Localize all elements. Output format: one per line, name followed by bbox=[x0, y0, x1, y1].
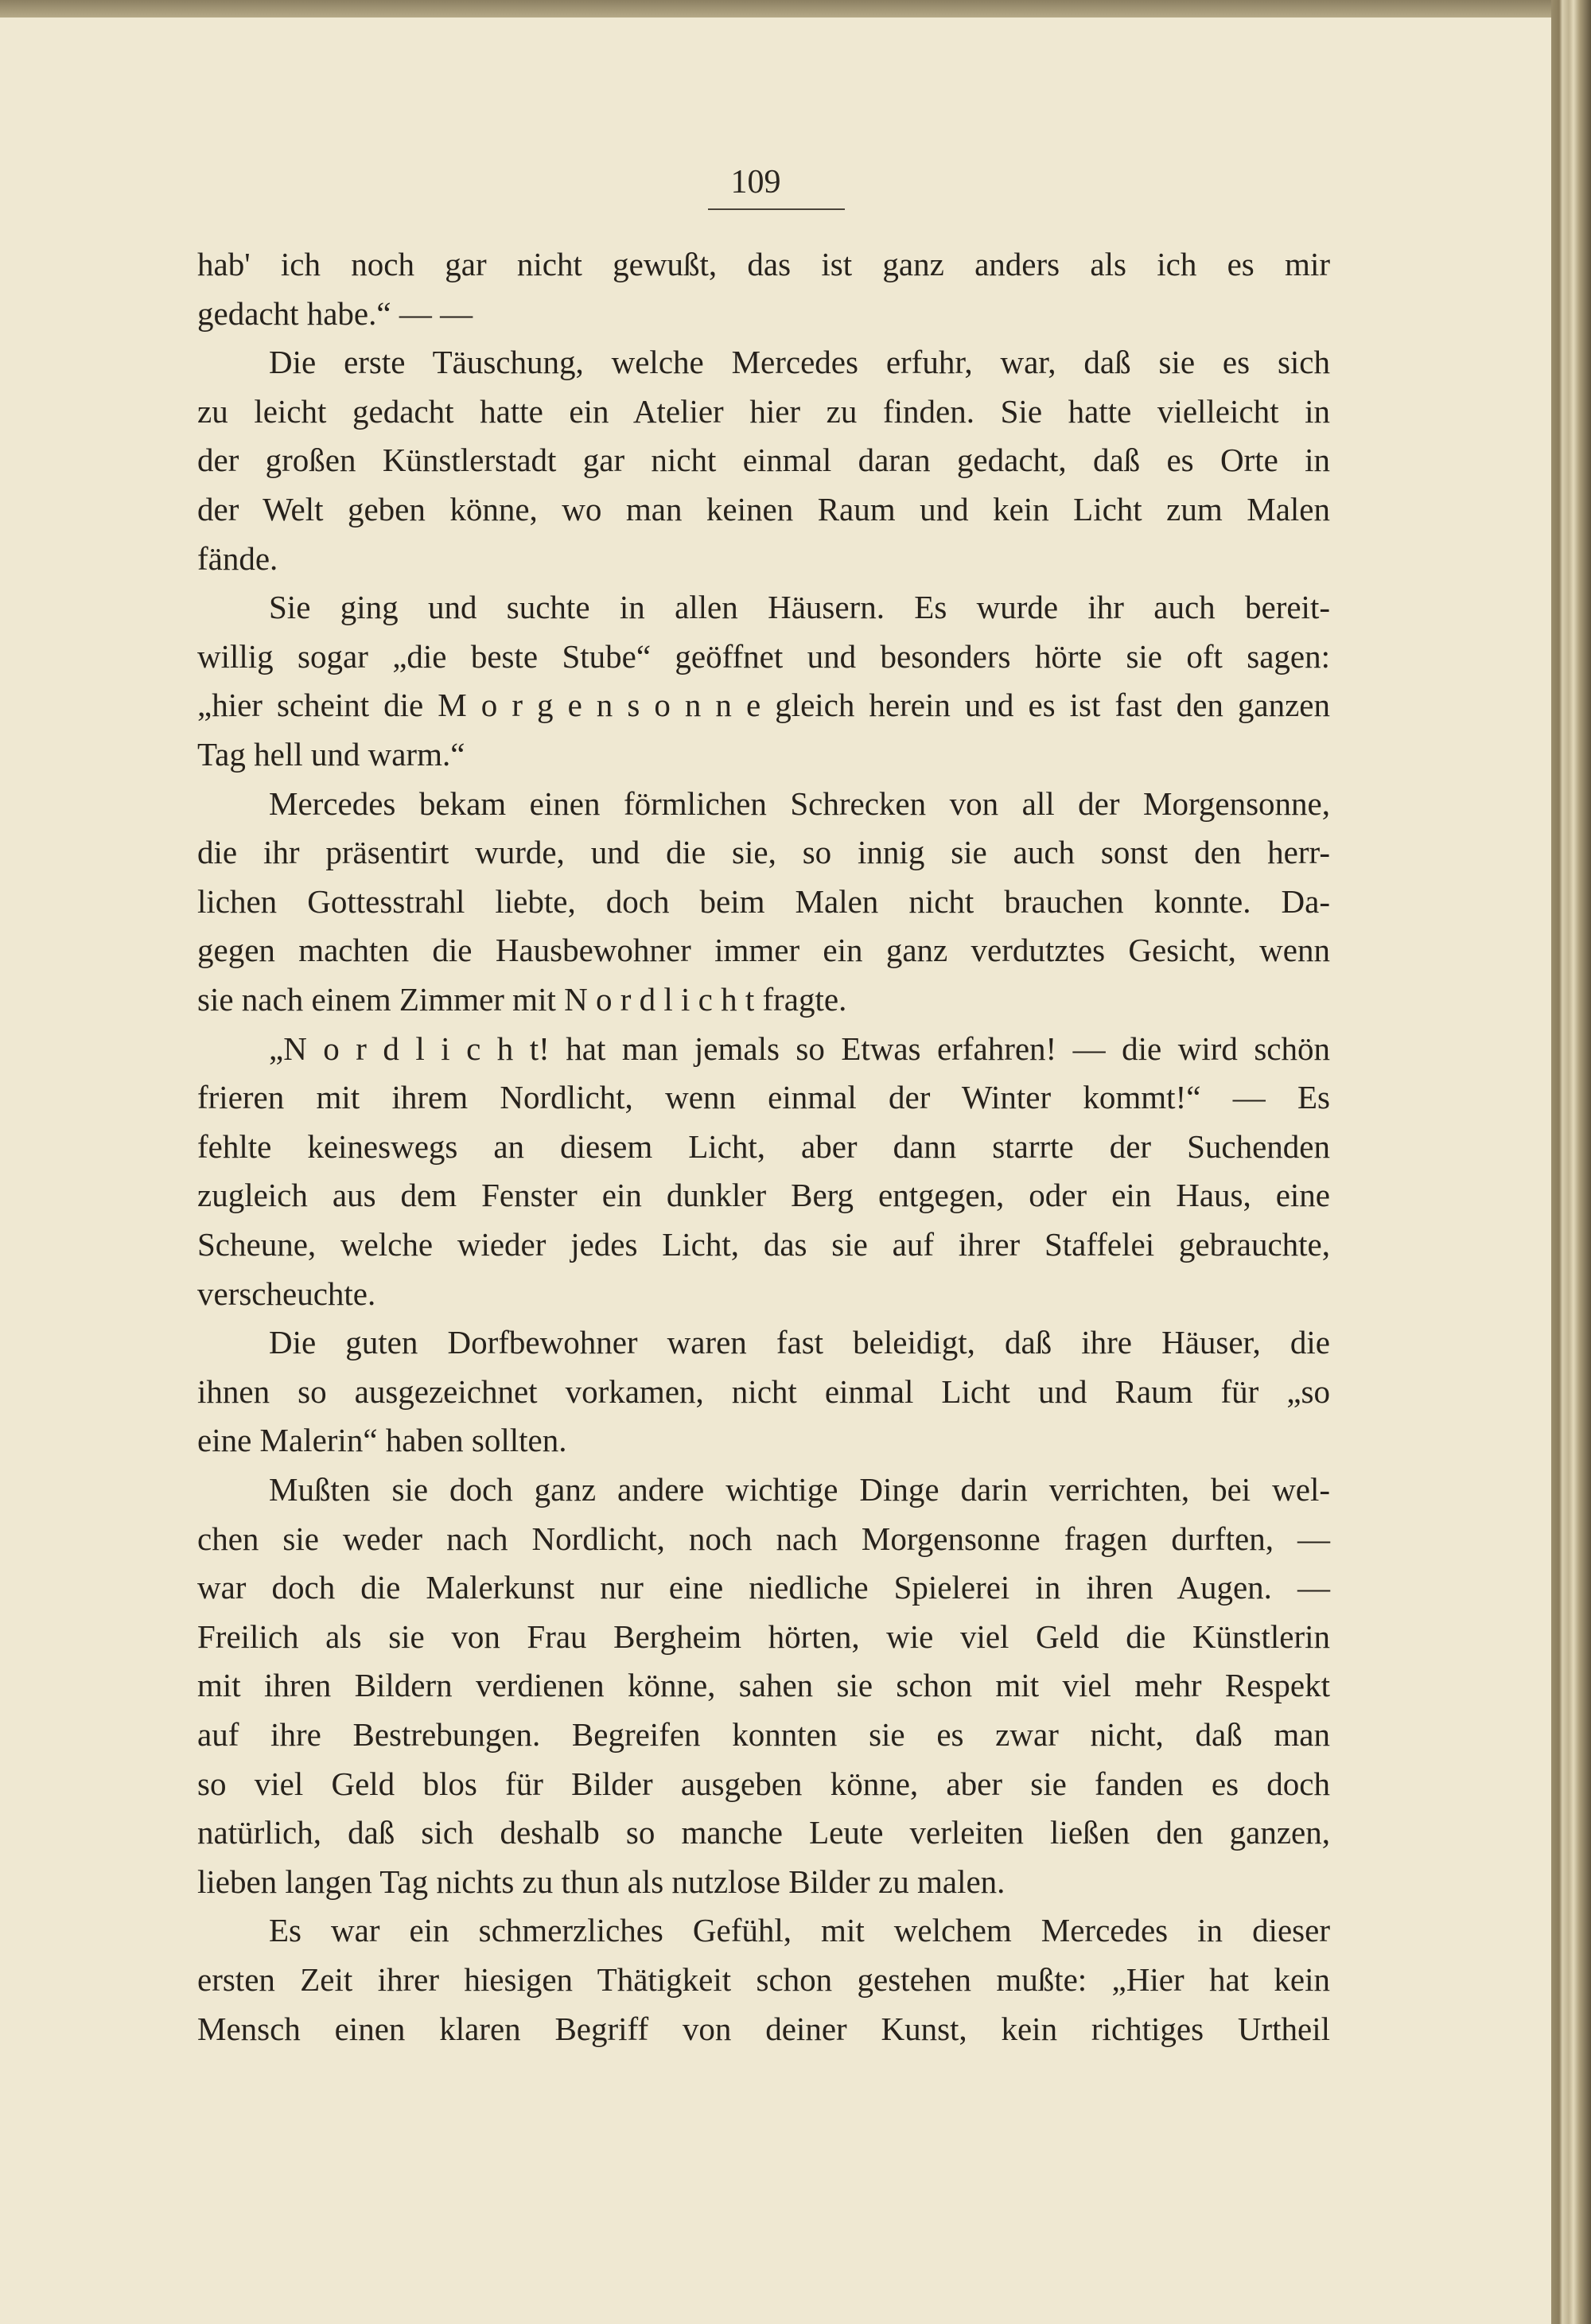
text-line: lieben langen Tag nichts zu thun als nutzlose Bilder zu malen. bbox=[197, 1863, 1006, 1900]
text-line: war doch die Malerkunst nur eine niedliche Spielerei in ihren Augen. — bbox=[197, 1569, 1330, 1606]
scan-top-edge bbox=[0, 0, 1551, 18]
text-line: sie nach einem Zimmer mit N o r d l i c h t fragte. bbox=[197, 981, 847, 1018]
page-number-rule bbox=[708, 208, 845, 210]
text-line: natürlich, daß sich deshalb so manche Leute verleiten ließen den ganzen, bbox=[197, 1814, 1330, 1851]
text-line: mit ihren Bildern verdienen könne, sahen sie schon mit viel mehr Respekt bbox=[197, 1667, 1330, 1704]
text-line: gedacht habe.“ — — bbox=[197, 294, 473, 332]
text-line: auf ihre Bestrebungen. Begreifen konnten sie es zwar nicht, daß man bbox=[197, 1716, 1330, 1753]
text-line: Mußten sie doch ganz andere wichtige Dinge darin verrichten, bei wel- bbox=[269, 1471, 1330, 1508]
text-line: eine Malerin“ haben sollten. bbox=[197, 1422, 567, 1459]
text-line: Mercedes bekam einen förmlichen Schrecken von all der Morgensonne, bbox=[269, 784, 1330, 822]
text-line: Freilich als sie von Frau Bergheim hörten, wie viel Geld die Künstlerin bbox=[197, 1617, 1330, 1655]
book-binding-edge bbox=[1551, 0, 1591, 2324]
text-line: der Welt geben könne, wo man keinen Raum und kein Licht zum Malen bbox=[197, 491, 1330, 527]
text-line: zu leicht gedacht hatte ein Atelier hier zu finden. Sie hatte vielleicht in bbox=[197, 392, 1330, 430]
text-line: zugleich aus dem Fenster ein dunkler Berg entgegen, oder ein Haus, eine bbox=[197, 1177, 1330, 1214]
page-number: 109 bbox=[730, 164, 781, 200]
text-line: hab' ich noch gar nicht gewußt, das ist ganz anders als ich es mir bbox=[197, 246, 1330, 282]
text-line: frieren mit ihrem Nordlicht, wenn einmal der Winter kommt!“ — Es bbox=[197, 1079, 1330, 1116]
text-line: verscheuchte. bbox=[197, 1275, 376, 1312]
text-line: Mensch einen klaren Begriff von deiner Kunst, kein richtiges Urtheil bbox=[197, 2010, 1330, 2047]
text-line: Es war ein schmerzliches Gefühl, mit welchem Mercedes in dieser bbox=[269, 1912, 1330, 1949]
text-line: lichen Gottesstrahl liebte, doch beim Malen nicht brauchen konnte. Da- bbox=[197, 882, 1330, 920]
text-line: fände. bbox=[197, 539, 278, 577]
text-line: ersten Zeit ihrer hiesigen Thätigkeit schon gestehen mußte: „Hier hat kein bbox=[197, 1961, 1330, 1998]
text-line: der großen Künstlerstadt gar nicht einmal daran gedacht, daß es Orte in bbox=[197, 442, 1330, 479]
text-line: Die guten Dorfbewohner waren fast beleidigt, daß ihre Häuser, die bbox=[269, 1324, 1330, 1361]
text-line: Tag hell und warm.“ bbox=[197, 736, 465, 773]
text-line: Die erste Täuschung, welche Mercedes erfuhr, war, daß sie es sich bbox=[269, 344, 1330, 381]
text-line: die ihr präsentirt wurde, und die sie, so innig sie auch sonst den herr- bbox=[197, 834, 1330, 871]
text-line: chen sie weder nach Nordlicht, noch nach Morgensonne fragen durften, — bbox=[197, 1520, 1330, 1557]
text-line: willig sogar „die beste Stube“ geöffnet und besonders hörte sie oft sagen: bbox=[197, 637, 1330, 675]
text-line: Scheune, welche wieder jedes Licht, das sie auf ihrer Staffelei gebrauchte, bbox=[197, 1226, 1330, 1263]
text-line: gegen machten die Hausbewohner immer ein ganz verdutztes Gesicht, wenn bbox=[197, 932, 1330, 969]
text-line: so viel Geld blos für Bilder ausgeben könne, aber sie fanden es doch bbox=[197, 1765, 1330, 1802]
text-line: „N o r d l i c h t! hat man jemals so Etwas erfahren! — die wird schön bbox=[269, 1030, 1330, 1067]
text-line: „hier scheint die M o r g e n s o n n e gleich herein und es ist fast den ganzen bbox=[197, 687, 1330, 724]
text-line: ihnen so ausgezeichnet vorkamen, nicht einmal Licht und Raum für „so bbox=[197, 1372, 1330, 1410]
text-line: Sie ging und suchte in allen Häusern. Es wurde ihr auch bereit- bbox=[269, 589, 1330, 626]
text-line: fehlte keineswegs an diesem Licht, aber dann starrte der Suchenden bbox=[197, 1127, 1330, 1165]
